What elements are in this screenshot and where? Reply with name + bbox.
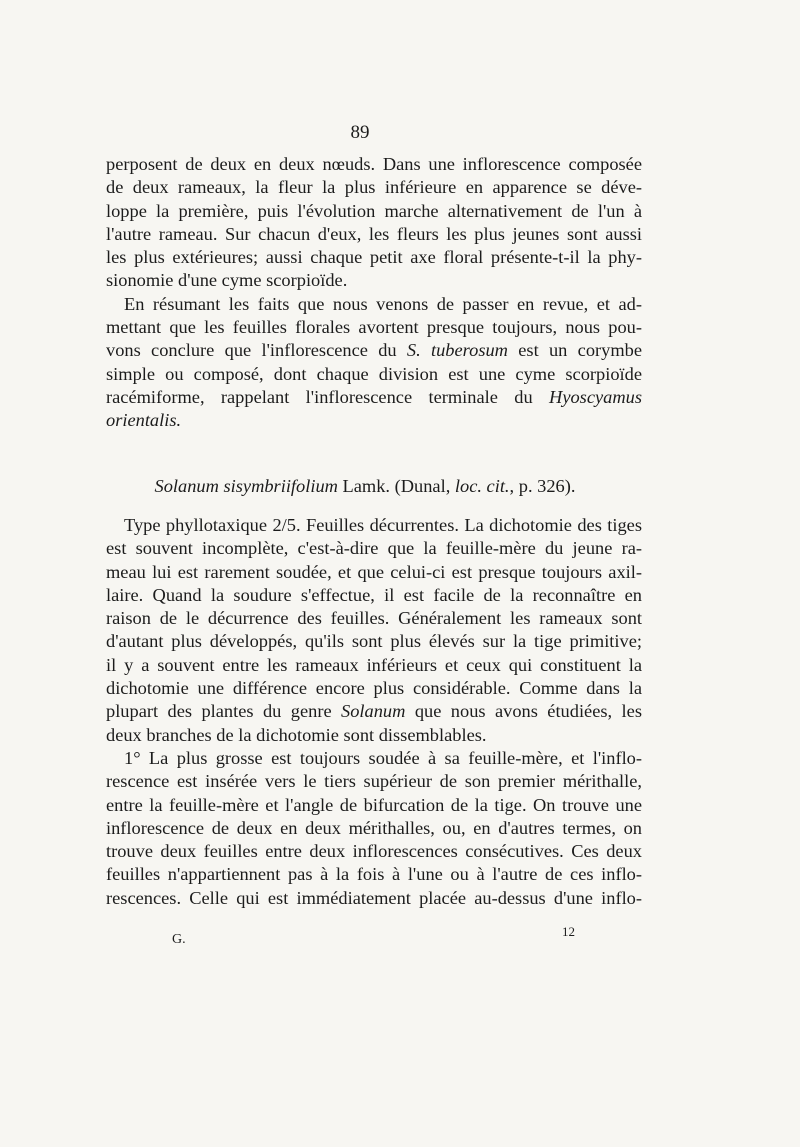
text-line: entre la feuille-mère et l'angle de bifurcation de la tige. On trouve une xyxy=(106,794,642,815)
paragraph xyxy=(106,153,642,293)
text-line: orientalis. xyxy=(106,410,182,431)
section-heading xyxy=(0,476,730,497)
text-line: sionomie d'une cyme scorpioïde. xyxy=(106,270,348,291)
text-line: feuilles n'appartiennent pas à la fois à l'une ou à l'autre de ces inflo- xyxy=(106,864,642,885)
text-line: racémiforme, rappelant l'inflorescence terminale du Hyoscyamus xyxy=(106,386,642,407)
text-line: vons conclure que l'inflorescence du S. tuberosum est un corymbe xyxy=(106,340,643,361)
paragraph xyxy=(106,514,642,747)
text-line: raison de le décurrence des feuilles. Généralement les rameaux sont xyxy=(106,608,642,629)
page-number: 89 xyxy=(350,122,370,143)
text-line: meau lui est rarement soudée, et que celui-ci est presque toujours axil- xyxy=(106,561,642,582)
heading-page: , p. 326). xyxy=(509,476,576,496)
text-line: inflorescence de deux en deux mérithalles, ou, en d'autres termes, on xyxy=(106,817,642,838)
text-line: trouve deux feuilles entre deux inflorescences consécutives. Ces deux xyxy=(106,841,642,862)
text-line: laire. Quand la soudure s'effectue, il est facile de la reconnaître en xyxy=(106,584,642,605)
text-line: mettant que les feuilles florales avortent presque toujours, nous pou- xyxy=(106,317,642,338)
text-line: de deux rameaux, la fleur la plus inférieure en apparence se déve- xyxy=(106,177,642,198)
species-name: Solanum sisymbriifolium xyxy=(154,476,338,496)
text-line: plupart des plantes du genre Solanum que nous avons étudiées, les xyxy=(106,701,642,722)
text-line: il y a souvent entre les rameaux inférieurs et ceux qui constituent la xyxy=(106,654,642,675)
text-line: est souvent incomplète, c'est-à-dire que la feuille-mère du jeune ra- xyxy=(106,538,642,559)
text-line: 1° La plus grosse est toujours soudée à sa feuille-mère, et l'inflo- xyxy=(124,747,642,768)
text-line: En résumant les faits que nous venons de passer en revue, et ad- xyxy=(124,293,642,314)
gathering-number: 12 xyxy=(562,924,575,939)
text-line: deux branches de la dichotomie sont dissemblables. xyxy=(106,724,487,745)
text-block-upper xyxy=(106,153,642,433)
text-line: perposent de deux en deux nœuds. Dans une inflorescence composée xyxy=(106,154,642,174)
text-line: les plus extérieures; aussi chaque petit axe floral présente-t-il la phy- xyxy=(106,247,642,268)
paragraph xyxy=(106,747,642,910)
text-line: rescences. Celle qui est immédiatement placée au-dessus d'une inflo- xyxy=(106,887,642,908)
paragraph xyxy=(106,293,642,433)
text-line: simple ou composé, dont chaque division est une cyme scorpioïde xyxy=(106,363,642,384)
heading-citation: loc. cit. xyxy=(454,476,510,496)
text-line: Type phyllotaxique 2/5. Feuilles décurrentes. La dichotomie des tiges xyxy=(124,515,642,535)
text-block-lower xyxy=(106,514,642,910)
text-line: loppe la première, puis l'évolution marche alternativement de l'un à xyxy=(106,200,642,221)
text-line: d'autant plus développés, qu'ils sont plus élevés sur la tige primitive; xyxy=(106,631,642,652)
text-line: rescence est insérée vers le tiers supérieur de son premier mérithalle, xyxy=(106,771,642,792)
heading-author: Lamk. (Dunal, xyxy=(337,476,455,496)
text-line: dichotomie une différence encore plus considérable. Comme dans la xyxy=(106,678,642,699)
signature-mark: G. xyxy=(172,932,186,947)
text-line: l'autre rameau. Sur chacun d'eux, les fleurs les plus jeunes sont aussi xyxy=(106,223,642,244)
